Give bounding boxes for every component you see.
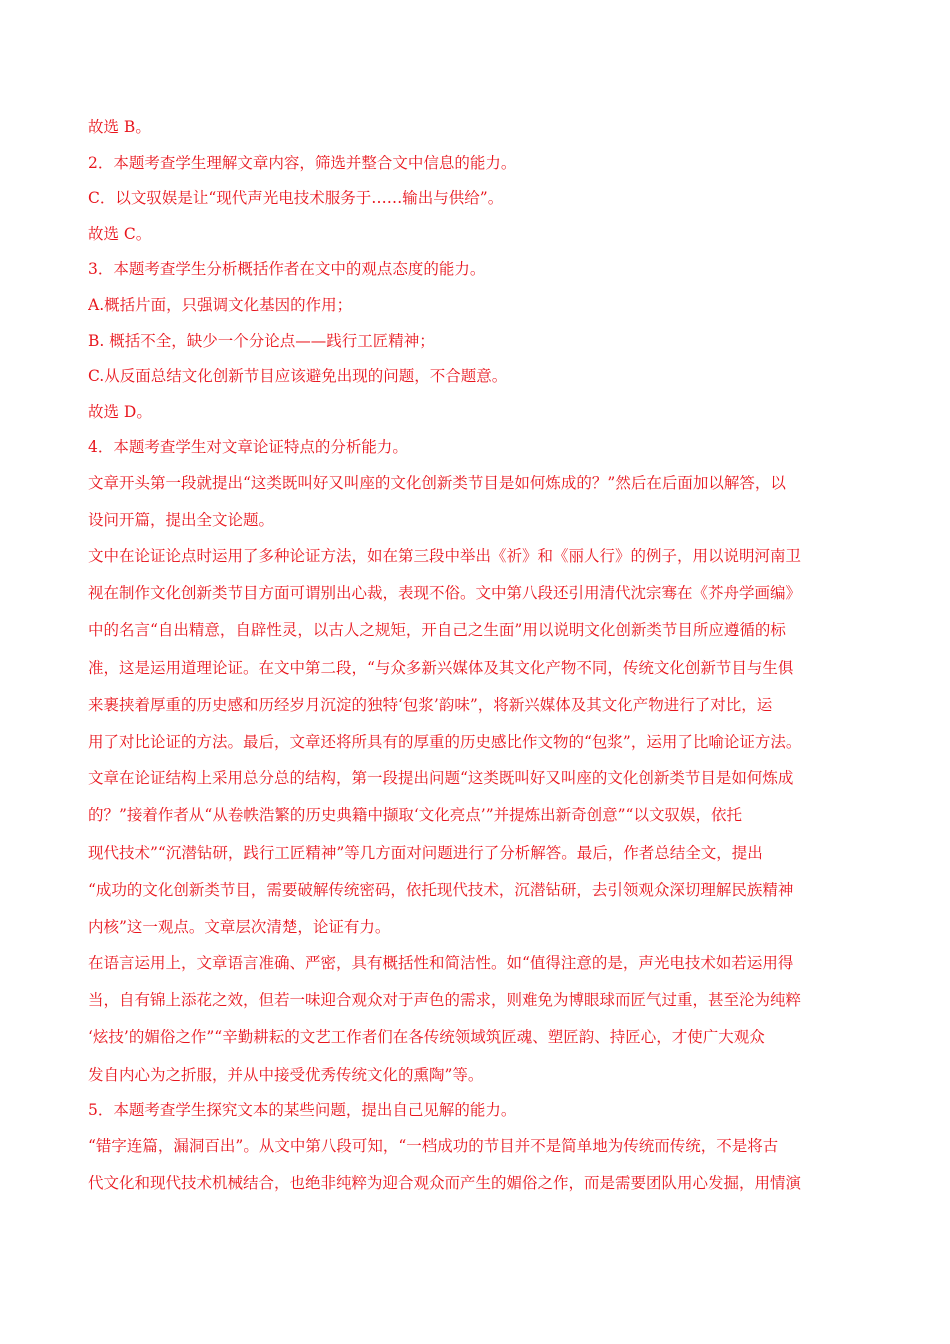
text-line: 中的名言“自出精意，自辟性灵，以古人之规矩，开自己之生面”用以说明文化创新类节目所应遵循的标 <box>88 621 786 640</box>
text-line: 故选 C。 <box>88 224 152 243</box>
text-line: 设问开篇，提出全文论题。 <box>88 511 275 530</box>
text-line: 故选 D。 <box>88 402 152 421</box>
text-line: A.概括片面，只强调文化基因的作用； <box>88 295 353 314</box>
text-line: 视在制作文化创新类节目方面可谓别出心裁，表现不俗。文中第八段还引用清代沈宗骞在《芥舟学画编》 <box>88 584 802 603</box>
text-line: “错字连篇，漏洞百出”。从文中第八段可知，“一档成功的节目并不是简单地为传统而传统，不是将古 <box>88 1136 779 1155</box>
text-line: 4．本题考查学生对文章论证特点的分析能力。 <box>88 438 408 457</box>
text-line: B. 概括不全，缺少一个分论点——践行工匠精神； <box>88 331 435 350</box>
text-line: 文章在论证结构上采用总分总的结构，第一段提出问题“这类既叫好又叫座的文化创新类节目是如何炼成 <box>88 768 794 787</box>
text-line: 准，这是运用道理论证。在文中第二段，“与众多新兴媒体及其文化产物不同，传统文化创新节目与生俱 <box>88 658 794 677</box>
answer-explanation-text <box>88 112 863 1205</box>
text-line: 内核”这一观点。文章层次清楚，论证有力。 <box>88 918 391 937</box>
text-line: 文章开头第一段就提出“这类既叫好又叫座的文化创新类节目是如何炼成的？”然后在后面加以解答，以 <box>88 473 786 492</box>
text-line: 文中在论证论点时运用了多种论证方法，如在第三段中举出《祈》和《丽人行》的例子，用以说明河南卫 <box>88 546 802 565</box>
text-line: ‘炫技’的媚俗之作”“辛勤耕耘的文艺工作者们在各传统领域筑匠魂、塑匠韵、持匠心，才使广大观众 <box>88 1028 765 1047</box>
text-line: 在语言运用上，文章语言准确、严密，具有概括性和简洁性。如“值得注意的是，声光电技术如若运用得 <box>88 953 794 972</box>
text-line: C.从反面总结文化创新节目应该避免出现的问题，不合题意。 <box>88 367 508 386</box>
text-line: 用了对比论证的方法。最后，文章还将所具有的厚重的历史感比作文物的“包浆”，运用了比喻论证方法。 <box>88 733 802 752</box>
text-line: “成功的文化创新类节目，需要破解传统密码，依托现代技术，沉潜钻研，去引领观众深切理解民族精神 <box>88 880 794 899</box>
text-line: 2．本题考查学生理解文章内容，筛选并整合文中信息的能力。 <box>88 153 517 172</box>
text-line: 故选 B。 <box>88 118 151 136</box>
text-line: 代文化和现代技术机械结合，也绝非纯粹为迎合观众而产生的媚俗之作，而是需要团队用心发掘，用情演 <box>88 1174 802 1193</box>
text-line: 当，自有锦上添花之效，但若一味迎合观众对于声色的需求，则难免为博眼球而匠气过重，甚至沦为纯粹 <box>88 990 802 1009</box>
text-line: 现代技术”“沉潜钻研，践行工匠精神”等几方面对问题进行了分析解答。最后，作者总结全文，提出 <box>88 843 763 862</box>
text-line: C．以文驭娱是让“现代声光电技术服务于……输出与供给”。 <box>88 189 504 208</box>
text-line: 3．本题考查学生分析概括作者在文中的观点态度的能力。 <box>88 260 486 279</box>
text-line: 来裹挟着厚重的历史感和历经岁月沉淀的独特‘包浆’韵味”，将新兴媒体及其文化产物进行了对比，运 <box>88 696 773 715</box>
text-line: 发自内心为之折服，并从中接受优秀传统文化的熏陶”等。 <box>88 1065 484 1084</box>
text-line: 5．本题考查学生探究文本的某些问题，提出自己见解的能力。 <box>88 1101 517 1120</box>
text-line: 的？”接着作者从“从卷帙浩繁的历史典籍中撷取‘文化亮点’”并提炼出新奇创意”“以文驭娱，依托 <box>88 806 742 825</box>
